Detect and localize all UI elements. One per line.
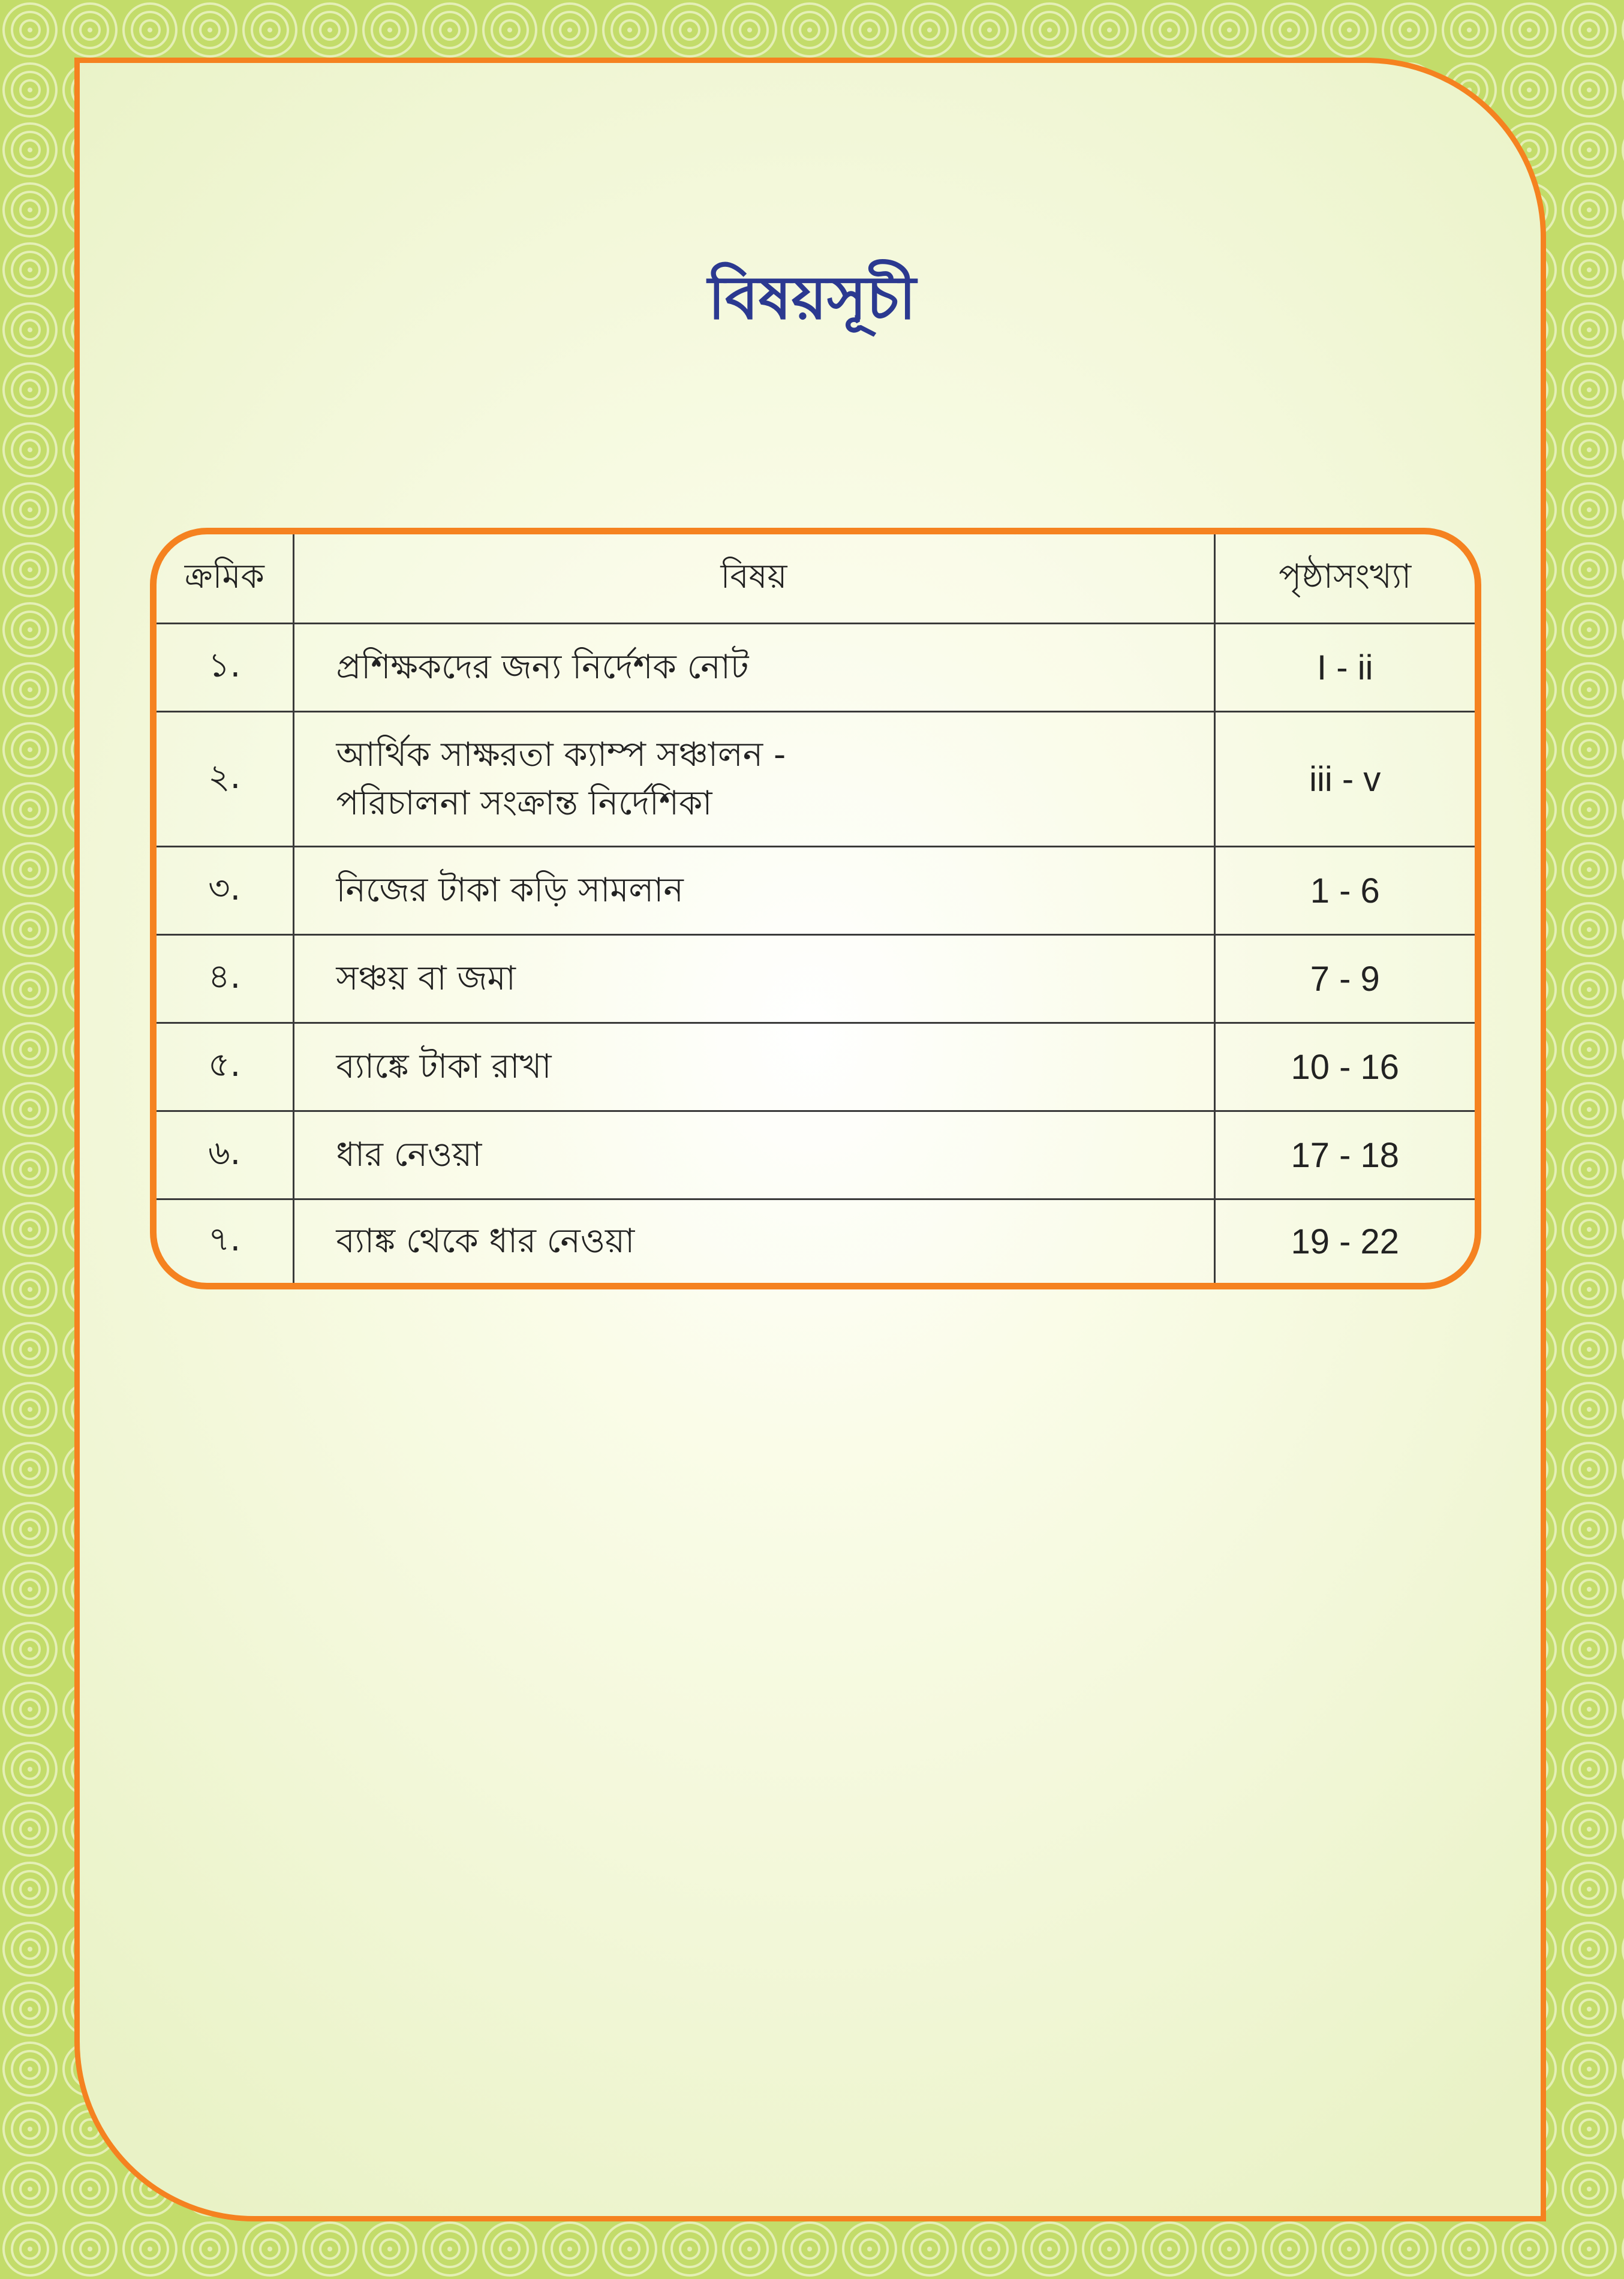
row-topic — [293, 847, 1214, 935]
row-topic-line: নিজের টাকা কড়ি সামলান — [336, 871, 684, 910]
row-topic — [293, 1023, 1214, 1111]
row-topic — [293, 1199, 1214, 1283]
row-topic-line: পরিচালনা সংক্রান্ত নির্দেশিকা — [336, 784, 712, 823]
row-pages: 17 - 18 — [1214, 1111, 1475, 1199]
row-topic-line: ব্যাঙ্ক থেকে ধার নেওয়া — [336, 1222, 635, 1261]
table-row — [157, 935, 1475, 1023]
row-topic — [293, 712, 1214, 847]
row-serial: ৪. — [157, 935, 293, 1023]
row-topic-line: ধার নেওয়া — [336, 1135, 482, 1175]
row-topic — [293, 624, 1214, 712]
row-serial: ১. — [157, 624, 293, 712]
row-topic-line: সঞ্চয় বা জমা — [336, 959, 516, 999]
row-pages: I - ii — [1214, 624, 1475, 712]
table-row — [157, 712, 1475, 847]
row-pages: iii - v — [1214, 712, 1475, 847]
row-pages: 19 - 22 — [1214, 1199, 1475, 1283]
table-row — [157, 624, 1475, 712]
toc-table — [157, 534, 1475, 1283]
page-title: বিষয়সূচী — [708, 263, 916, 333]
table-row — [157, 847, 1475, 935]
row-topic-line: প্রশিক্ষকদের জন্য নির্দেশক নোট — [336, 648, 749, 687]
row-serial: ২. — [157, 712, 293, 847]
table-of-contents — [150, 528, 1481, 1289]
row-serial: ৩. — [157, 847, 293, 935]
table-row — [157, 1199, 1475, 1283]
row-pages: 7 - 9 — [1214, 935, 1475, 1023]
header-pages: পৃষ্ঠাসংখ্যা — [1214, 534, 1475, 624]
table-row — [157, 1023, 1475, 1111]
row-topic-line: ব্যাঙ্কে টাকা রাখা — [336, 1047, 552, 1087]
row-pages: 10 - 16 — [1214, 1023, 1475, 1111]
row-topic-line: আর্থিক সাক্ষরতা ক্যাম্প সঞ্চালন - — [336, 735, 786, 774]
row-topic — [293, 935, 1214, 1023]
header-topic: বিষয় — [293, 534, 1214, 624]
row-topic — [293, 1111, 1214, 1199]
row-serial: ৭. — [157, 1199, 293, 1283]
header-serial: ক্রমিক — [157, 534, 293, 624]
row-serial: ৬. — [157, 1111, 293, 1199]
table-row — [157, 1111, 1475, 1199]
row-serial: ৫. — [157, 1023, 293, 1111]
row-pages: 1 - 6 — [1214, 847, 1475, 935]
toc-header-row — [157, 534, 1475, 624]
